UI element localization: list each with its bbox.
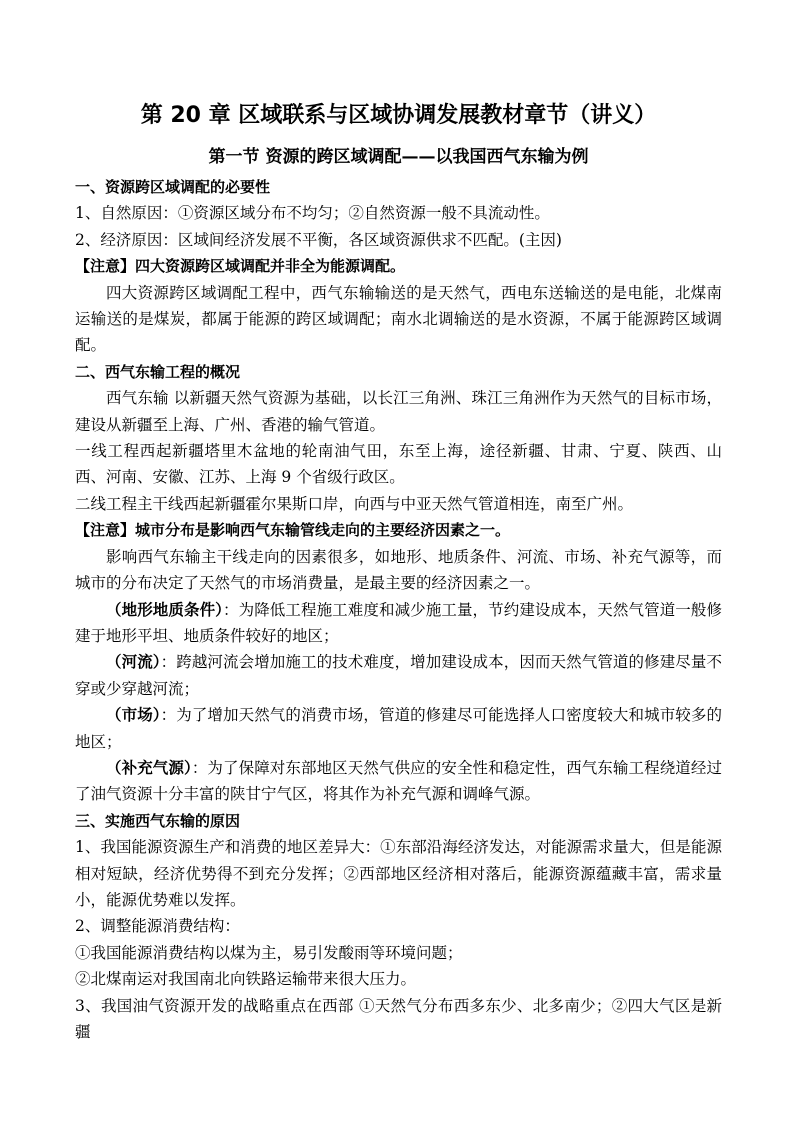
paragraph: 1、我国能源资源生产和消费的地区差异大：①东部沿海经济发达，对能源需求量大，但是能源相对短缺，经济优势得不到充分发挥；②西部地区经济相对落后，能源资源蕴藏丰富，需求量小，能源优势难以发挥。	[75, 838, 722, 909]
paragraph: 西气东输 以新疆天然气资源为基础，以长江三角洲、珠江三角洲作为天然气的目标市场，建设从新疆至上海、广州、香港的输气管道。	[75, 389, 722, 434]
paragraph: 四大资源跨区域调配工程中，西气东输输送的是天然气，西电东送输送的是电能，北煤南运输送的是煤炭，都属于能源的跨区域调配；南水北调输送的是水资源，不属于能源跨区域调配。	[75, 283, 722, 355]
heading-necessity: 一、资源跨区域调配的必要性	[75, 178, 271, 196]
note-paragraph: 【注意】四大资源跨区域调配并非全为能源调配。	[75, 257, 406, 276]
paragraph: 二线工程主干线西起新疆霍尔果斯口岸，向西与中亚天然气管道相连，南至广州。	[75, 494, 634, 513]
section-title: 第一节 资源的跨区域调配——以我国西气东输为例	[208, 147, 589, 167]
paragraph: 2、调整能源消费结构：	[75, 917, 240, 936]
document-title: 第 20 章 区域联系与区域协调发展教材章节（讲义）	[140, 103, 657, 128]
paragraph: ②北煤南运对我国南北向铁路运输带来很大压力。	[75, 970, 417, 989]
paragraph: 1、自然原因：①资源区域分布不均匀；②自然资源一般不具流动性。	[75, 204, 550, 223]
factor-label: （补充气源）	[106, 758, 192, 777]
factor-label: （地形地质条件）	[106, 600, 224, 619]
factor-market	[75, 702, 722, 755]
paragraph: ①我国能源消费结构以煤为主，易引发酸雨等环境问题；	[75, 943, 463, 962]
factor-text: ：为降低工程施工难度和减少施工量，节约建设成本，天然气管道一般修建于地形平坦、地质条件较好的地区；	[75, 600, 722, 645]
note-paragraph: 【注意】城市分布是影响西气东输管线走向的主要经济因素之一。	[75, 521, 511, 540]
factor-text: ：为了增加天然气的消费市场，管道的修建尽可能选择人口密度较大和城市较多的地区；	[75, 706, 722, 751]
factor-terrain	[75, 597, 722, 650]
factor-text: ：跨越河流会增加施工的技术难度，增加建设成本，因而天然气管道的修建尽量不穿或少穿越河流；	[75, 653, 722, 698]
factor-text: ：为了保障对东部地区天然气供应的安全性和稳定性，西气东输工程绕道经过了油气资源十分丰富的陕甘宁气区，将其作为补充气源和调峰气源。	[75, 758, 722, 804]
paragraph: 2、经济原因：区域间经济发展不平衡，各区域资源供求不匹配。(主因)	[75, 230, 562, 249]
heading-reasons: 三、实施西气东输的原因	[75, 811, 241, 830]
factor-label: （河流）	[106, 653, 161, 672]
factor-supplementary-gas	[75, 755, 722, 808]
factor-label: （市场）	[106, 706, 161, 725]
heading-overview: 二、西气东输工程的概况	[75, 362, 241, 381]
paragraph: 影响西气东输主干线走向的因素很多，如地形、地质条件、河流、市场、补充气源等，而城市的分布决定了天然气的市场消费量，是最主要的经济因素之一。	[75, 547, 722, 593]
paragraph: 一线工程西起新疆塔里木盆地的轮南油气田，东至上海，途径新疆、甘肃、宁夏、陕西、山西、河南、安徽、江苏、上海 9 个省级行政区。	[75, 442, 722, 487]
factor-river	[75, 649, 722, 702]
paragraph: 3、我国油气资源开发的战略重点在西部 ①天然气分布西多东少、北多南少；②四大气区是新疆	[75, 996, 722, 1041]
